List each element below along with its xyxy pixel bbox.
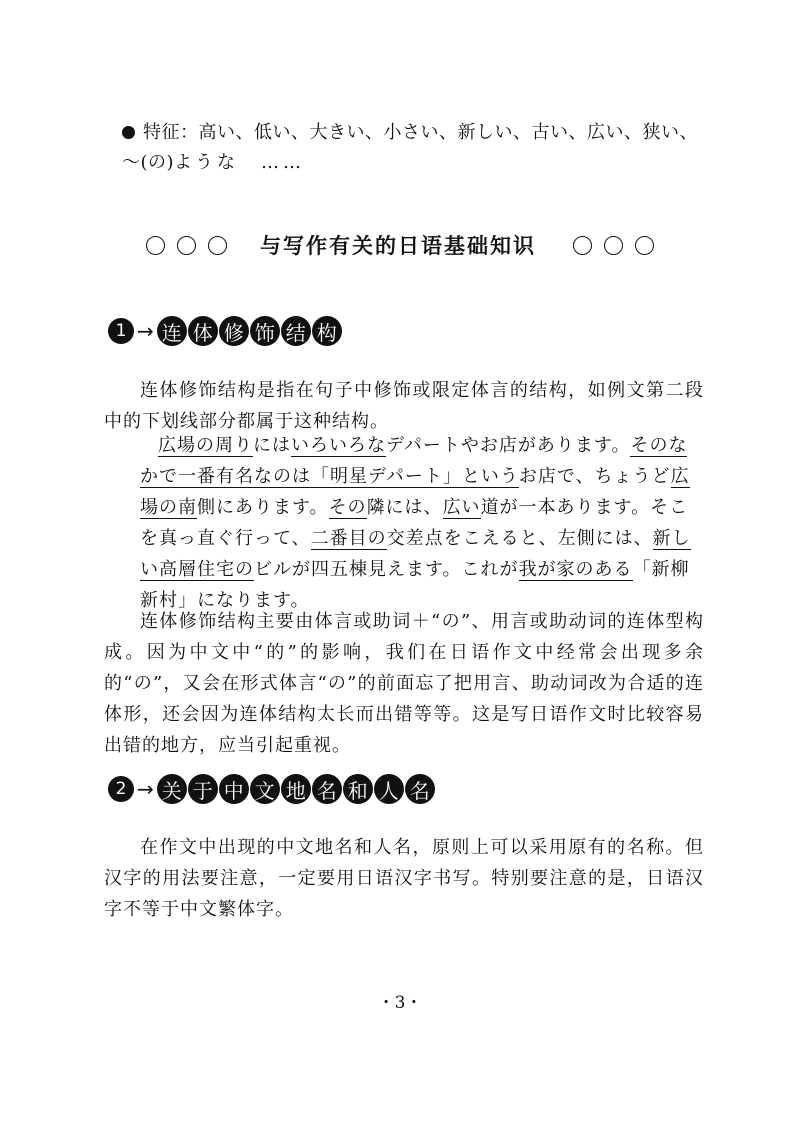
plain-text: デパートやお店があります。 bbox=[386, 435, 631, 456]
heading-char: 和 bbox=[343, 774, 373, 804]
paragraph-2 bbox=[104, 606, 704, 761]
heading-char: 结 bbox=[281, 316, 311, 346]
bullet-text-line2: うな …… bbox=[195, 152, 305, 173]
heading-char: 中 bbox=[219, 774, 249, 804]
heading-char: 文 bbox=[250, 774, 280, 804]
heading-char: 名 bbox=[405, 774, 435, 804]
arrow-right-icon: → bbox=[137, 319, 154, 343]
section-title-text: 与写作有关的日语基础知识 bbox=[260, 234, 536, 258]
underlined-phrase: で一番有名なのは「明星デパート」という bbox=[159, 466, 519, 487]
example-text bbox=[140, 430, 705, 616]
circle-icon bbox=[604, 236, 623, 255]
heading-char: 修 bbox=[219, 316, 249, 346]
heading-char: 名 bbox=[312, 774, 342, 804]
plain-text: お店で、ちょうど bbox=[518, 466, 671, 487]
underlined-phrase: そのなか bbox=[140, 435, 688, 487]
arrow-right-icon: → bbox=[137, 777, 154, 801]
plain-text: 交差点をこえると、左側には、 bbox=[386, 528, 653, 549]
number-badge: 2 bbox=[108, 776, 134, 802]
underlined-phrase: 新しい高層住宅の bbox=[140, 528, 691, 580]
heading-char: 关 bbox=[157, 774, 187, 804]
plain-text: には bbox=[253, 435, 291, 456]
paragraph-text: 在作文中出现的中文地名和人名，原则上可以采用原有的名称。但汉字的用法要注意，一定要用日语汉字书写。特别要注意的是，日语汉字不等于中文繁体字。 bbox=[104, 837, 704, 920]
heading-char: 构 bbox=[312, 316, 342, 346]
plain-text: 道が一本あります。そこを真っ直ぐ行って、 bbox=[140, 497, 689, 549]
number-badge: 1 bbox=[108, 318, 134, 344]
underlined-phrase: その bbox=[328, 497, 367, 518]
circle-icon bbox=[635, 236, 654, 255]
heading-2 bbox=[108, 774, 435, 804]
heading-1 bbox=[108, 316, 342, 346]
heading-title bbox=[157, 316, 342, 346]
circle-icon bbox=[177, 236, 196, 255]
plain-text: 隣には、 bbox=[366, 497, 443, 518]
plain-text: 側にあります。 bbox=[197, 497, 329, 518]
circle-icon bbox=[146, 236, 165, 255]
section-title bbox=[0, 230, 800, 260]
underlined-phrase: 広い bbox=[442, 497, 481, 518]
underlined-phrase: 二番目の bbox=[310, 528, 387, 549]
circle-icon bbox=[573, 236, 592, 255]
bullet-dot-icon bbox=[122, 126, 135, 139]
paragraph-3 bbox=[104, 832, 704, 925]
circle-icon bbox=[208, 236, 227, 255]
heading-char: 地 bbox=[281, 774, 311, 804]
underlined-phrase: 我が家のある bbox=[518, 559, 633, 580]
heading-title bbox=[157, 774, 435, 804]
plain-text: 「新柳新村」になります。 bbox=[140, 559, 690, 611]
heading-char: 连 bbox=[157, 316, 187, 346]
underlined-phrase: いろいろな bbox=[291, 435, 386, 456]
plain-text: ビルが四五棟見えます。これが bbox=[254, 559, 519, 580]
bullet-text-line1: 高い、低い、大きい、小さい、新しい、古い、広い、狭い、～(の)よ bbox=[122, 122, 698, 173]
heading-char: 体 bbox=[188, 316, 218, 346]
underlined-phrase: 広場の周り bbox=[158, 435, 253, 456]
paragraph-1 bbox=[104, 375, 704, 437]
underlined-phrase: 広場の南 bbox=[140, 466, 690, 518]
heading-char: 人 bbox=[374, 774, 404, 804]
paragraph-text: 连体修饰结构是指在句子中修饰或限定体言的结构，如例文第二段中的下划线部分都属于这种结构。 bbox=[104, 380, 704, 432]
page-number: ・3・ bbox=[377, 993, 423, 1013]
heading-char: 饰 bbox=[250, 316, 280, 346]
heading-char: 于 bbox=[188, 774, 218, 804]
paragraph-text: 连体修饰结构主要由体言或助词＋“の”、用言或助动词的连体型构成。因为中文中“的”的影响，我们在日语作文中经常会出现多余的“の”，又会在形式体言“の”的前面忘了把用言、助动词改为合适的连体形，还会因为连体结构太长而出错等等。这是写日语作文时比较容易出错的地方，应当引起重视。 bbox=[104, 611, 704, 756]
bullet-label: 特征： bbox=[143, 122, 199, 143]
